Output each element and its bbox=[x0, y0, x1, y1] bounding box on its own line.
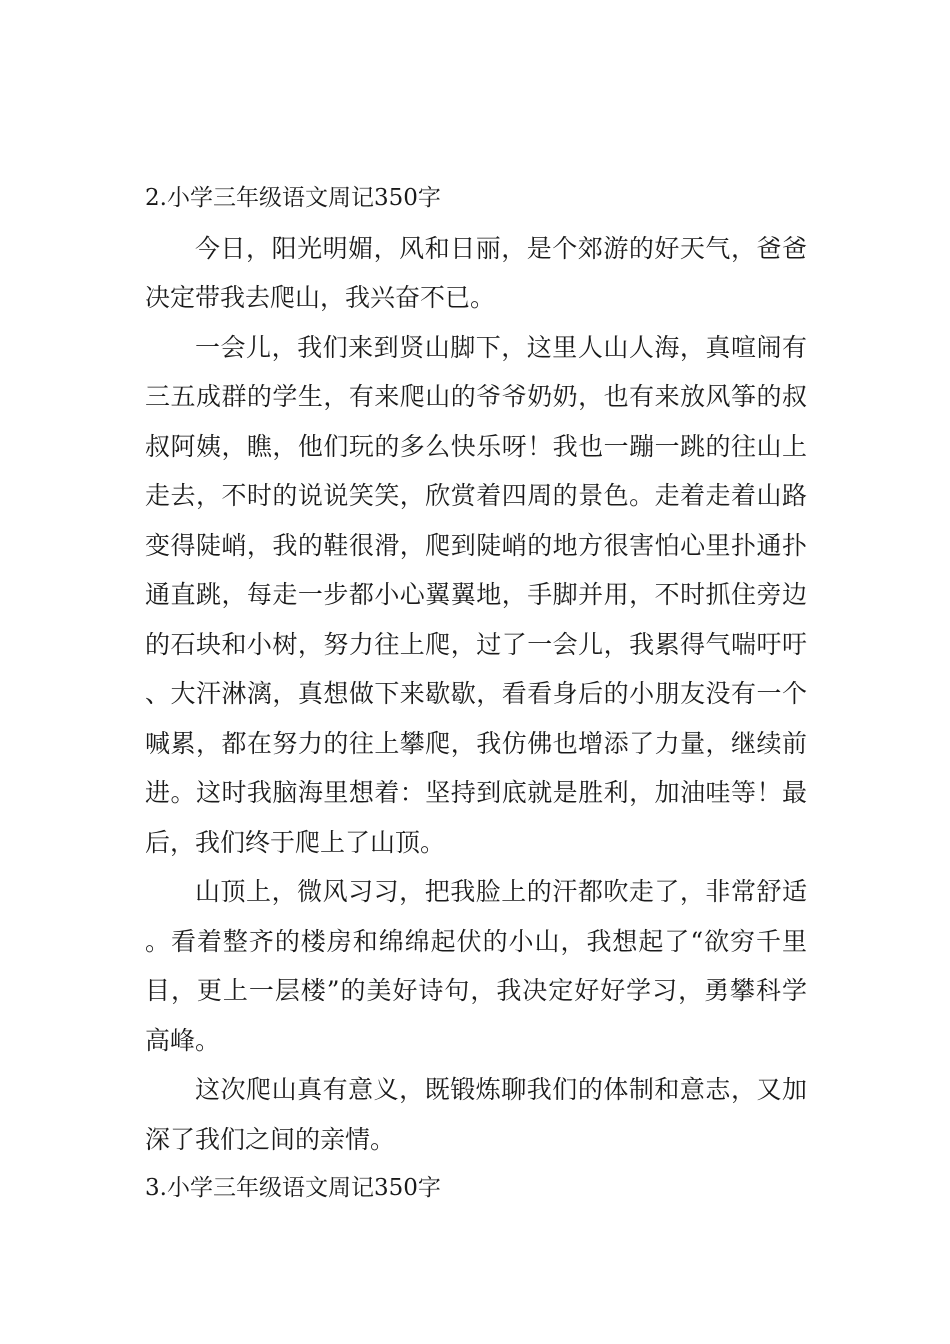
document-body bbox=[145, 174, 807, 1214]
paragraph-3: 山顶上，微风习习，把我脸上的汗都吹走了，非常舒适。看着整齐的楼房和绵绵起伏的小山，我想起了“欲穷千里目，更上一层楼”的美好诗句，我决定好好学习，勇攀科学高峰。 bbox=[145, 877, 807, 1055]
paragraph-1: 今日，阳光明媚，风和日丽，是个郊游的好天气，爸爸决定带我去爬山，我兴奋不已。 bbox=[145, 233, 807, 312]
paragraph-2: 一会儿，我们来到贤山脚下，这里人山人海，真喧闹有三五成群的学生，有来爬山的爷爷奶奶，也有来放风筝的叔叔阿姨，瞧，他们玩的多么快乐呀！我也一蹦一跳的往山上走去，不时的说说笑笑，欣赏着四周的景色。走着走着山路变得陡峭，我的鞋很滑，爬到陡峭的地方很害怕心里扑通扑通直跳，每走一步都小心翼翼地，手脚并用，不时抓住旁边的石块和小树，努力往上爬，过了一会儿，我累得气喘吁吁、大汗淋漓，真想做下来歇歇，看看身后的小朋友没有一个喊累，都在努力的往上攀爬，我仿佛也增添了力量，继续前进。这时我脑海里想着：坚持到底就是胜利，加油哇等！最后，我们终于爬上了山顶。 bbox=[145, 332, 807, 857]
section-heading-3: 3.小学三年级语文周记350字 bbox=[145, 1175, 441, 1201]
paragraph-4: 这次爬山真有意义，既锻炼聊我们的体制和意志，又加深了我们之间的亲情。 bbox=[145, 1075, 807, 1154]
section-heading-2: 2.小学三年级语文周记350字 bbox=[145, 185, 441, 211]
